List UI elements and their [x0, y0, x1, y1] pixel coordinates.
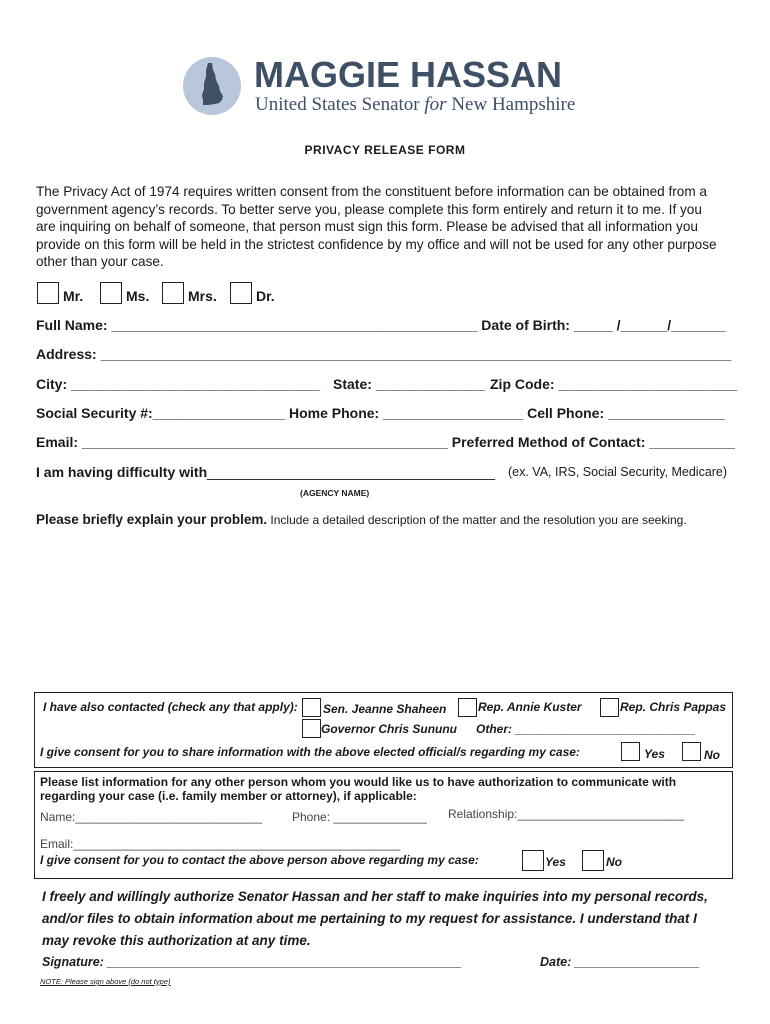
- label-contact-yes: Yes: [545, 855, 566, 869]
- authorization-line: and/or files to obtain information about me pertaining to my request for assistance. I understand that I: [42, 911, 697, 926]
- label-shaheen: Sen. Jeanne Shaheen: [323, 702, 447, 716]
- date-field[interactable]: Date: __________________: [540, 955, 700, 969]
- other-name-field[interactable]: Name:____________________________: [40, 810, 263, 824]
- label-ms: Ms.: [126, 288, 150, 304]
- checkbox-dr[interactable]: [230, 282, 252, 304]
- other-phone-field[interactable]: Phone: ______________: [292, 810, 427, 824]
- intro-line: provide on this form will be held in the strictest confidence by my office and will not be used for any other purpose: [36, 236, 717, 252]
- agency-name-field[interactable]: _____________________________________: [207, 464, 496, 480]
- checkbox-share-yes[interactable]: [621, 742, 640, 761]
- checkbox-sununu[interactable]: [302, 719, 321, 738]
- logo-subtitle: [255, 94, 575, 116]
- intro-line: The Privacy Act of 1974 requires written consent from the constituent before information can be obtained from a: [36, 184, 707, 199]
- new-hampshire-state-icon: [182, 56, 242, 116]
- other-field[interactable]: Other: ___________________________: [476, 722, 696, 736]
- authorization-line: may revoke this authorization at any time.: [42, 933, 311, 948]
- checkbox-pappas[interactable]: [600, 698, 619, 717]
- letterhead-logo: [182, 56, 582, 118]
- label-contact-no: No: [606, 855, 622, 869]
- other-email-field[interactable]: Email:_________________________________________________: [40, 837, 401, 851]
- difficulty-label: I am having difficulty with: [36, 464, 208, 480]
- checkbox-ms[interactable]: [100, 282, 122, 304]
- checkbox-mr[interactable]: [37, 282, 59, 304]
- label-pappas: Rep. Chris Pappas: [620, 700, 727, 714]
- signature-note: NOTE: Please sign above (do not type): [40, 977, 171, 986]
- explain-bold: Please briefly explain your problem.: [36, 512, 268, 527]
- explain-prompt: [36, 511, 687, 529]
- difficulty-example: (ex. VA, IRS, Social Security, Medicare): [508, 465, 728, 479]
- checkbox-share-no[interactable]: [682, 742, 701, 761]
- state-field[interactable]: State: ______________: [333, 376, 485, 392]
- explain-rest: Include a detailed description of the matter and the resolution you are seeking.: [267, 513, 687, 527]
- logo-sub-a: United States Senator: [255, 94, 425, 115]
- logo-sub-b: New Hampshire: [446, 94, 576, 115]
- label-mr: Mr.: [63, 288, 84, 304]
- share-consent-text: I give consent for you to share information with the above elected official/s regarding my case:: [40, 745, 580, 759]
- intro-line: other than your case.: [36, 254, 164, 269]
- contacted-label: I have also contacted (check any that apply):: [43, 700, 298, 714]
- other-person-line2: regarding your case (i.e. family member or attorney), if applicable:: [40, 789, 417, 803]
- intro-paragraph: [36, 183, 717, 271]
- checkbox-kuster[interactable]: [458, 698, 477, 717]
- checkbox-mrs[interactable]: [162, 282, 184, 304]
- other-person-line1: Please list information for any other person whom you would like us to have authorization to communicate with: [40, 775, 677, 789]
- label-mrs: Mrs.: [188, 288, 217, 304]
- logo-sub-for: for: [424, 94, 447, 115]
- authorization-statement: [42, 886, 708, 952]
- checkbox-contact-yes[interactable]: [522, 850, 544, 871]
- full-name-field[interactable]: Full Name: _______________________________________________ Date of Birth: _____ /______/_______: [36, 317, 726, 333]
- label-share-yes: Yes: [644, 747, 665, 761]
- city-field[interactable]: City: ________________________________: [36, 376, 321, 392]
- label-kuster: Rep. Annie Kuster: [478, 700, 582, 714]
- intro-line: are inquiring on behalf of someone, that person must sign this form. Please be advised that all information you: [36, 219, 698, 234]
- checkbox-contact-no[interactable]: [582, 850, 604, 871]
- label-dr: Dr.: [256, 288, 275, 304]
- ssn-phone-field[interactable]: Social Security #:_________________ Home Phone: __________________ Cell Phone: _______________: [36, 405, 725, 421]
- signature-field[interactable]: Signature: ___________________________________________________: [42, 955, 462, 969]
- authorization-line: I freely and willingly authorize Senator Hassan and her staff to make inquiries into my personal records,: [42, 889, 708, 904]
- intro-line: government agency’s records. To better serve you, please complete this form entirely and return it to me. If you: [36, 201, 702, 217]
- label-share-no: No: [704, 748, 720, 762]
- agency-name-caption: (AGENCY NAME): [300, 488, 370, 498]
- email-field[interactable]: Email: _______________________________________________ Preferred Method of Contact: ___________: [36, 434, 735, 450]
- logo-name: MAGGIE HASSAN: [254, 54, 563, 95]
- contact-consent-text: I give consent for you to contact the above person above regarding my case:: [40, 853, 479, 867]
- checkbox-shaheen[interactable]: [302, 698, 321, 717]
- label-sununu: Governor Chris Sununu: [321, 722, 458, 736]
- explanation-area[interactable]: [36, 532, 736, 682]
- address-field[interactable]: Address: _________________________________________________________________________________: [36, 346, 732, 362]
- zip-field[interactable]: Zip Code: _______________________: [490, 376, 738, 392]
- other-relationship-field[interactable]: Relationship:_________________________: [448, 807, 685, 821]
- form-title: PRIVACY RELEASE FORM: [304, 143, 466, 157]
